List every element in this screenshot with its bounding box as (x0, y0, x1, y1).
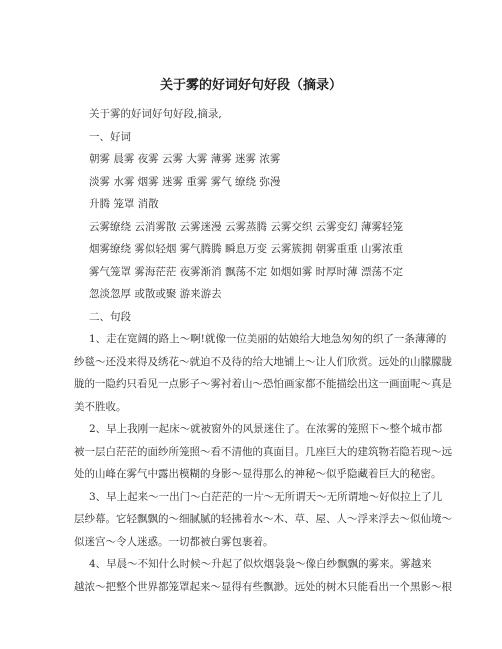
text-line: 二、句段 (89, 310, 131, 323)
document-body (0, 103, 502, 598)
text-line: 烟雾缭绕 雾似轻烟 雾气腾腾 瞬息万变 云雾簇拥 朝雾重重 山雾浓重 (89, 243, 404, 255)
text-line: 淡雾 水雾 烟雾 迷雾 重雾 雾气 缭绕 弥漫 (89, 175, 281, 188)
text-line: 一、好词 (89, 130, 131, 143)
text-line: 越浓～把整个世界都笼罩起来～显得有些飘渺。远处的树木只能看出一个黑影～根 (74, 580, 452, 593)
text-line: 2、早上我刚一起床～就被窗外的风景迷住了。在浓雾的笼照下～整个城市都 (89, 423, 443, 435)
text-line: 处的山峰在雾气中露出模糊的身影～显得那么的神秘～似乎隐藏着巨大的秘密。 (74, 468, 442, 480)
text-line: 层纱幕。它轻飘飘的～细腻腻的轻拂着水～木、草、屋、人～浮来浮去～似仙境～ (74, 513, 452, 525)
text-line: 3、早上起来～一出门～白茫茫的一片～无所谓天～无所谓地～好似拉上了儿 (89, 490, 443, 503)
text-line: 似迷宫～令人迷惑。一切都被白雾包裹着。 (74, 535, 274, 548)
text-line: 升腾 笼罩 消散 (89, 198, 159, 210)
document-title: 关于雾的好词好句好段（摘录） (159, 78, 342, 93)
text-line: 被一层白茫茫的面纱所笼照～看不清他的真面目。几座巨大的建筑物若隐若现～远 (74, 445, 452, 458)
text-line: 忽淡忽厚 或散或聚 游来游去 (89, 288, 222, 300)
text-line: 云雾缭绕 云消雾散 云雾迷漫 云雾蒸腾 云雾交织 云雾变幻 薄雾轻笼 (89, 220, 404, 233)
text-line: 纱毯～还没来得及绣花～就迫不及待的给大地铺上～让人们欣赏。远处的山朦朦胧 (74, 355, 452, 368)
text-line: 雾气笼罩 雾海茫茫 夜雾渐消 飘荡不定 如烟如雾 时厚时薄 漂荡不定 (89, 265, 404, 278)
text-line: 朝雾 晨雾 夜雾 云雾 大雾 薄雾 迷雾 浓雾 (89, 153, 281, 165)
text-line: 美不胜收。 (74, 400, 127, 413)
text-line: 胧的一隐约只看见一点影子～雾衬着山～恐怕画家都不能描绘出这一画面呢～真是 (74, 378, 452, 390)
text-line: 1、走在宽阔的路上～啊!就像一位美丽的姑娘给大地急匆匆的织了一条薄薄的 (89, 333, 447, 345)
text-line: 4、早晨～不知什么时候～升起了似炊烟袅袅～像白纱飘飘的雾来。雾越来 (89, 558, 432, 570)
text-line: 关于雾的好词好句好段,摘录, (89, 108, 222, 120)
